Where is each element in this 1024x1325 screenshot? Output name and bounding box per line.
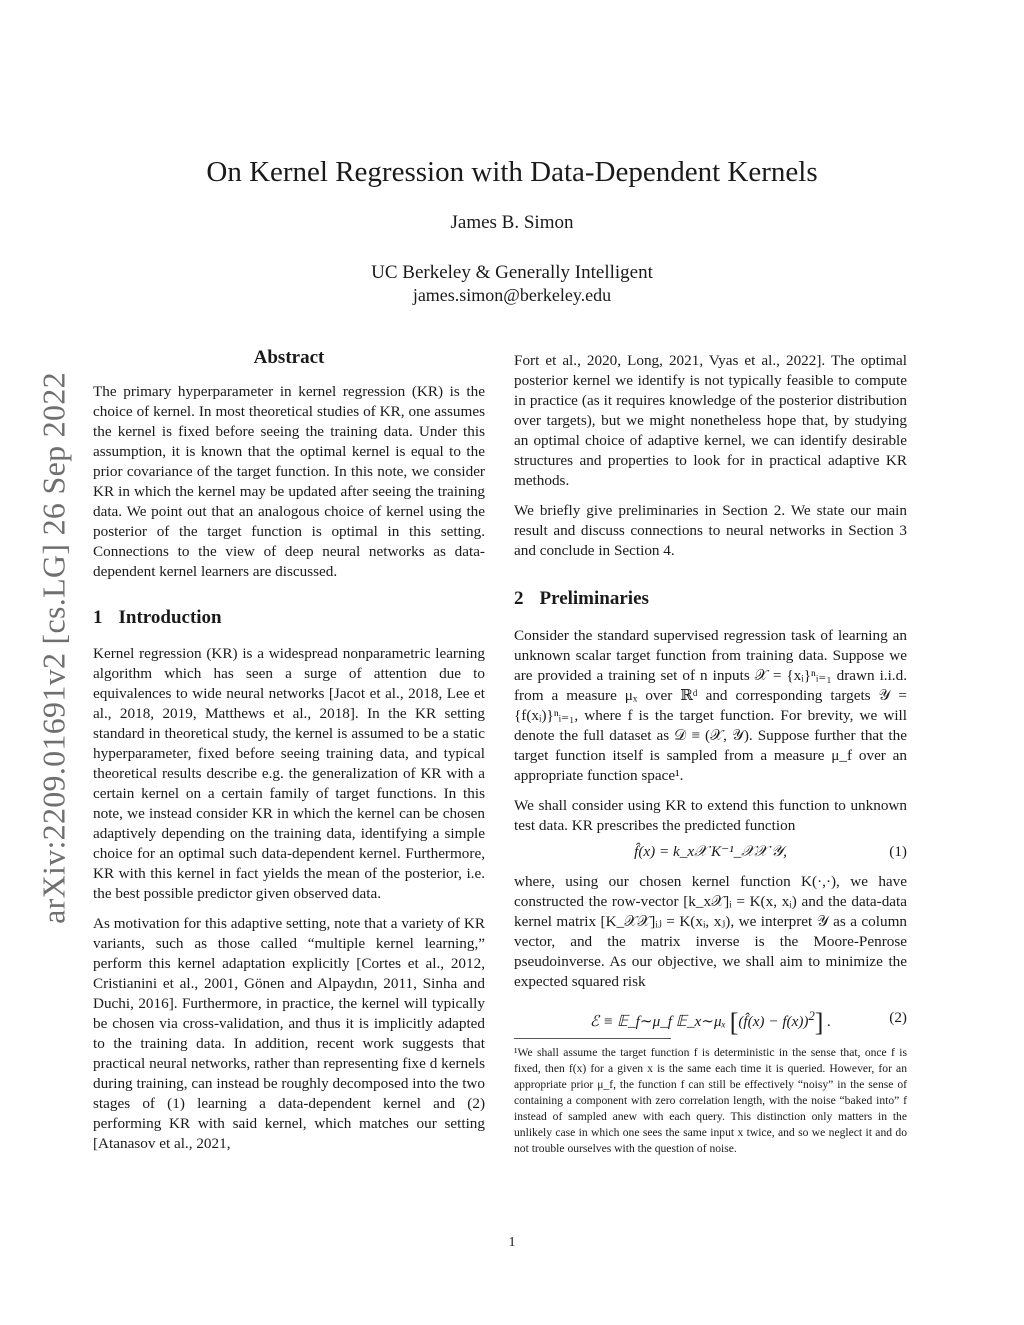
footnote-1: ¹We shall assume the target function f is deterministic in the sense that, once f is fixed, then f(x) for a given x is the same each time it is queried. However, for an appropriate prior μ_f, the function f can still be effectively “noisy” in the sense of containing a component with zero correlation length, with the noise “baked into” f instead of sampled anew with each query. This distinction only matters in the unlikely case in which one sees the same input x twice, and so we neglect it and do not trouble ourselves with the question of noise. (514, 1046, 907, 1155)
abstract-heading: Abstract (253, 347, 325, 368)
section-2-number: 2 (514, 588, 524, 609)
arxiv-identifier: arXiv:2209.01691v2 [cs.LG] 26 Sep 2022 (35, 372, 72, 924)
prelim-paragraph-1: Consider the standard supervised regression task of learning an unknown scalar target function from training data. Suppose we are provided a training set of n inputs 𝒳 = {xᵢ}ⁿᵢ₌₁ drawn i.i.d. from a measure μₓ over ℝᵈ and corresponding targets 𝒴 = {f(xᵢ)}ⁿᵢ₌₁, where f is the target function. For brevity, we will denote the full dataset as 𝒟 ≡ (𝒳, 𝒴). Suppose further that the target function itself is sampled from a measure μ_f over an appropriate function space¹. (514, 627, 907, 784)
section-1-heading (93, 606, 485, 630)
abstract-text: The primary hyperparameter in kernel regression (KR) is the choice of kernel. In most theoretical studies of KR, one assumes the kernel is fixed before seeing the training data. Under this assumption, it is known that the optimal kernel is equal to the prior covariance of the target function. In this note, we consider KR in which the kernel may be updated after seeing the training data. We point out that an analogous choice of kernel using the posterior of the target function is optimal in this setting. Connections to the view of deep neural networks as data-dependent kernel learners are discussed. (93, 383, 485, 580)
section-1-number: 1 (93, 607, 103, 628)
page-number: 1 (508, 1235, 516, 1250)
equation-2 (514, 1000, 907, 1038)
paper-title: On Kernel Regression with Data-Dependent Kernels (206, 156, 818, 188)
equation-2-body: ℰ ≡ 𝔼_f∼μ_f 𝔼_x∼μₓ [(f̂(x) − f(x))$^2$] . (589, 1008, 832, 1038)
equation-2-number: (2) (889, 1009, 907, 1026)
author-name: James B. Simon (450, 212, 574, 233)
section-1-title: Introduction (118, 607, 222, 628)
intro-paragraph-4: We briefly give preliminaries in Section 2. We state our main result and discuss connections to neural networks in Section 3 and conclude in Section 4. (514, 502, 907, 559)
section-2-title: Preliminaries (539, 588, 649, 609)
intro-paragraph-2: As motivation for this adaptive setting, note that a variety of KR variants, such as those called “multiple kernel learning,” perform this kernel adaptation explicitly [Cortes et al., 2012, Cristianini et al., 2001, Gönen and Alpaydın, 2011, Sinha and Duchi, 2016]. Furthermore, in practice, the kernel will typically be chosen via cross-validation, and thus it is implicitly adapted to the training data. In addition, recent work suggests that practical neural networks, rather than representing fixe d kernels during training, can instead be roughly decomposed into the two stages of (1) learning a data-dependent kernel and (2) performing KR with said kernel, which matches our setting [Atanasov et al., 2021, (93, 915, 485, 1152)
equation-1 (514, 842, 907, 862)
author-email[interactable]: james.simon@berkeley.edu (412, 285, 612, 305)
intro-paragraph-3: Fort et al., 2020, Long, 2021, Vyas et al., 2022]. The optimal posterior kernel we identify is not typically feasible to compute in practice (as it requires knowledge of the posterior distribution over targets), but we might nonetheless hope that, by studying an optimal choice of adaptive kernel, we can identify desirable structures and properties to look for in practical adaptive KR methods. (514, 352, 907, 489)
prelim-paragraph-2: We shall consider using KR to extend this function to unknown test data. KR prescribes the predicted function (514, 797, 907, 834)
affiliation: UC Berkeley & Generally Intelligent (371, 262, 653, 283)
left-column (93, 346, 485, 1164)
equation-1-body: f̂(x) = k_x𝒳 K⁻¹_𝒳𝒳 𝒴, (634, 843, 787, 860)
equation-2-lhs: ℰ ≡ 𝔼_f∼μ_f 𝔼_x∼μₓ (589, 1013, 726, 1031)
prelim-paragraph-3: where, using our chosen kernel function K(·,·), we have constructed the row-vector [k_x𝒳]ᵢ = K(x, xᵢ) and the data-data kernel matrix [K_𝒳𝒳]ᵢⱼ = K(xᵢ, xⱼ), we interpret 𝒴 as a column vector, and the matrix inverse is the Moore-Penrose pseudoinverse. As our objective, we shall aim to minimize the expected squared risk (514, 873, 907, 990)
right-column (514, 351, 907, 1167)
equation-1-number: (1) (889, 843, 907, 860)
intro-paragraph-1: Kernel regression (KR) is a widespread nonparametric learning algorithm which has seen a surge of attention due to equivalences to wide neural networks [Jacot et al., 2018, Lee et al., 2018, 2019, Matthews et al., 2018]. In the KR setting standard in theoretical study, the kernel is assumed to be a static hyperparameter, fixed before seeing training data, and typical theoretical results describe e.g. the generalization of KR with a certain kernel on a certain family of target functions. In this note, we instead consider KR in which the kernel can be chosen adaptively depending on the training data, identifying a simple choice for an optimal such data-dependent kernel. Furthermore, KR with this kernel in fact yields the mean of the posterior, i.e. the best possible predictor given observed data. (93, 645, 485, 902)
section-2-heading (514, 587, 907, 611)
footnote-rule (514, 1038, 671, 1039)
